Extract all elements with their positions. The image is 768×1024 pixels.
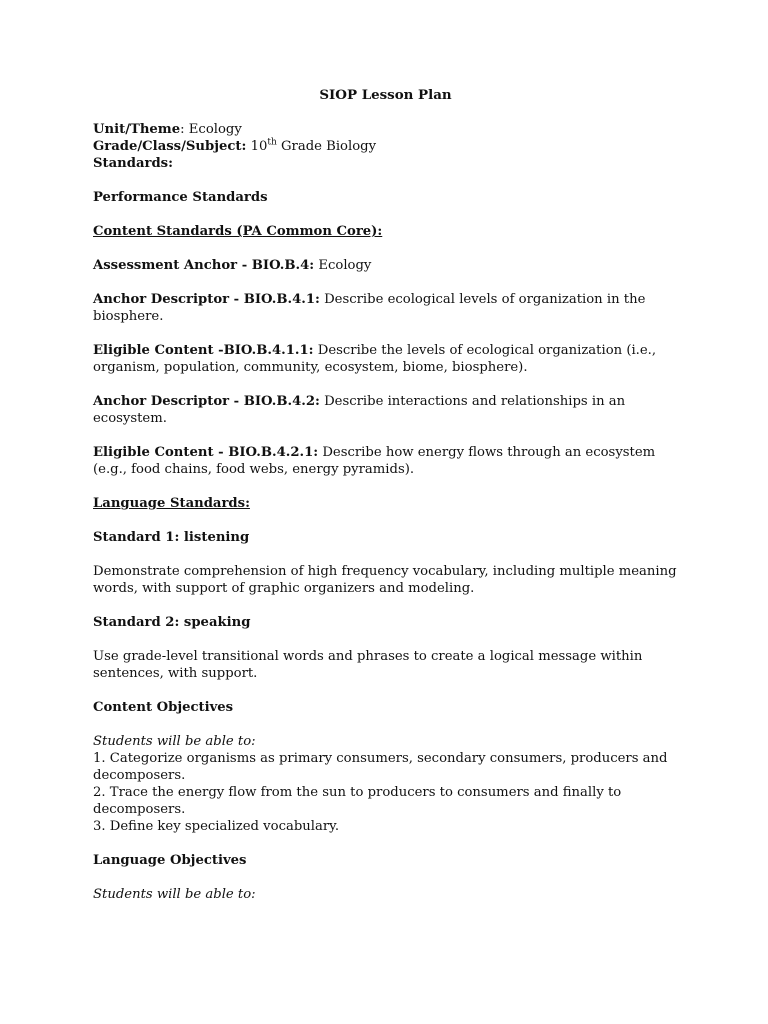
eligible-content-2-label: Eligible Content - BIO.B.4.2.1:	[93, 445, 319, 460]
unit-theme-value: Ecology	[184, 122, 242, 137]
language-objectives-heading: Language Objectives	[93, 853, 247, 868]
content-objectives-heading: Content Objectives	[93, 700, 234, 715]
anchor-descriptor-1-label: Anchor Descriptor - BIO.B.4.1:	[93, 292, 320, 307]
standards-label: Standards:	[93, 156, 173, 171]
eligible-content-2-value: Describe how energy flows through an ecosystem (e.g., food chains, food webs, energy pyramids).	[93, 445, 656, 477]
anchor-descriptor-1-value: Describe ecological levels of organization in the biosphere.	[93, 292, 646, 324]
anchor-descriptor-1	[93, 291, 678, 325]
grade-class-subject-label: Grade/Class/Subject:	[93, 139, 247, 154]
standard-2-text: Use grade-level transitional words and phrases to create a logical message within sentences, with support.	[93, 649, 643, 681]
assessment-anchor	[93, 257, 678, 274]
grade-value-pre: 10	[246, 139, 268, 154]
assessment-anchor-value: Ecology	[314, 258, 372, 273]
eligible-content-2	[93, 444, 678, 478]
document-title: SIOP Lesson Plan	[319, 87, 452, 103]
grade-class-subject-line	[93, 138, 678, 155]
unit-theme-line	[93, 121, 678, 138]
standard-2-heading: Standard 2: speaking	[93, 615, 251, 630]
grade-value-sup: th	[267, 137, 277, 148]
anchor-descriptor-2-value: Describe interactions and relationships in an ecosystem.	[93, 394, 626, 426]
lesson-plan-document	[93, 87, 678, 903]
standard-1-heading: Standard 1: listening	[93, 530, 250, 545]
standard-1-text: Demonstrate comprehension of high frequency vocabulary, including multiple meaning words, with support of graphic organizers and modeling.	[93, 564, 677, 596]
content-objective-item: 1. Categorize organisms as primary consumers, secondary consumers, producers and decomposers.	[93, 751, 668, 783]
content-objective-item: 3. Define key specialized vocabulary.	[93, 819, 340, 834]
unit-theme-colon: :	[180, 122, 185, 137]
eligible-content-1-label: Eligible Content -BIO.B.4.1.1:	[93, 343, 314, 358]
unit-theme-label: Unit/Theme	[93, 122, 181, 137]
assessment-anchor-label: Assessment Anchor - BIO.B.4:	[93, 258, 315, 273]
performance-standards-heading: Performance Standards	[93, 190, 268, 205]
content-objectives-intro: Students will be able to:	[93, 734, 256, 749]
anchor-descriptor-2	[93, 393, 678, 427]
eligible-content-1	[93, 342, 678, 376]
content-objective-item: 2. Trace the energy flow from the sun to producers to consumers and finally to decomposers.	[93, 785, 622, 817]
language-standards-heading: Language Standards:	[93, 496, 250, 511]
eligible-content-1-value: Describe the levels of ecological organization (i.e., organism, population, community, ecosystem, biome, biosphere).	[93, 343, 657, 375]
anchor-descriptor-2-label: Anchor Descriptor - BIO.B.4.2:	[93, 394, 320, 409]
language-objectives-intro: Students will be able to:	[93, 887, 256, 902]
grade-value-post: Grade Biology	[276, 139, 377, 154]
content-standards-heading: Content Standards (PA Common Core):	[93, 224, 383, 239]
